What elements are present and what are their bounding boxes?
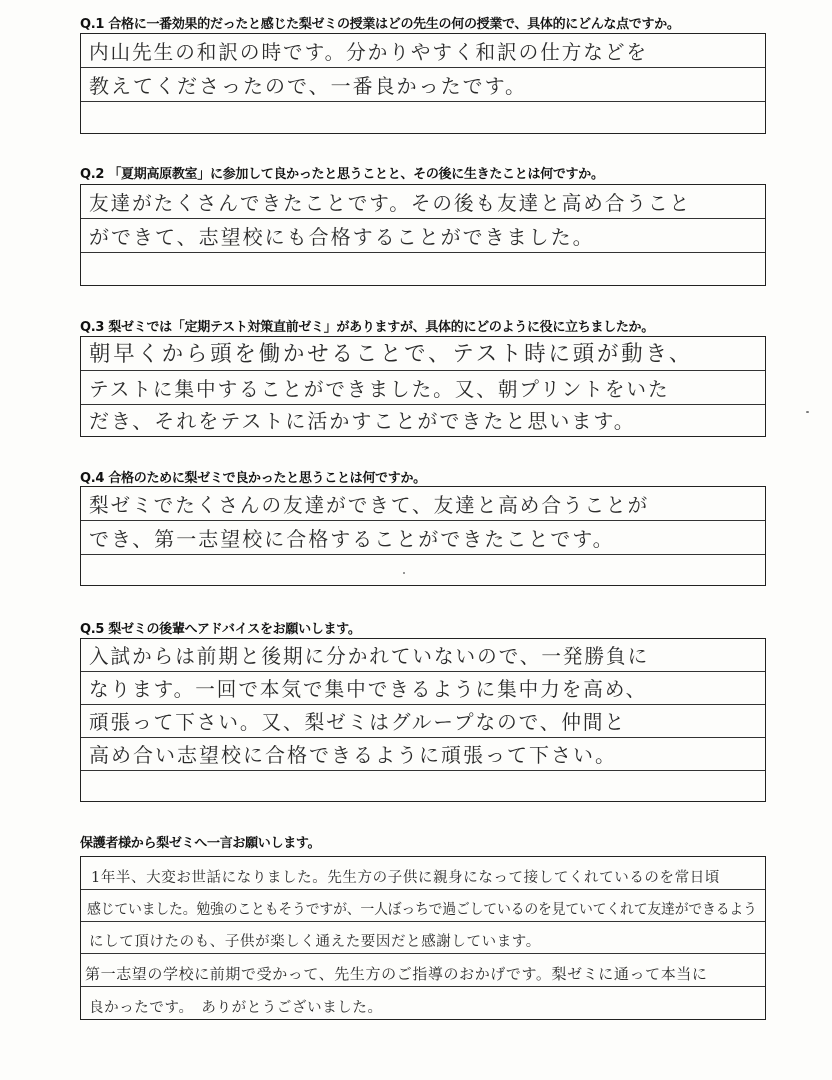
answer-box-4 [80, 486, 766, 586]
answer-line [81, 922, 765, 954]
question-2-label: Q.2 「夏期高原教室」に参加して良かったと思うことと、その後に生きたことは何ですか。 [80, 167, 604, 182]
answer-line [81, 890, 765, 922]
answer-line [81, 705, 765, 738]
question-5-label: Q.5 梨ゼミの後輩へアドバイスをお願いします。 [80, 622, 361, 637]
handwritten-text: だき、それをテストに活かすことができたと思います。 [89, 409, 636, 433]
handwritten-text: なります。一回で本気で集中できるように集中力を高め、 [89, 677, 648, 701]
answer-line [81, 555, 765, 585]
answer-line [81, 253, 765, 285]
handwritten-text: 友達がたくさんできたことです。その後も友達と高め合うこと [89, 191, 692, 215]
parents-comment-label: 保護者様から梨ゼミへ一言お願いします。 [80, 836, 321, 851]
handwritten-text: 良かったです。 ありがとうございました。 [89, 1000, 383, 1016]
answer-line [81, 371, 765, 405]
handwritten-text: でき、第一志望校に合格することができたことです。 [89, 527, 615, 551]
answer-box-3 [80, 336, 766, 437]
handwritten-text: 頑張って下さい。又、梨ゼミはグループなので、仲間と [89, 710, 627, 734]
answer-line [81, 639, 765, 672]
answer-line [81, 219, 765, 253]
question-1-label: Q.1 合格に一番効果的だったと感じた梨ゼミの授業はどの先生の何の授業で、具体的にどんな点ですか。 [80, 17, 680, 32]
answer-line [81, 68, 765, 102]
handwritten-text: にして頂けたのも、子供が楽しく通えた要因だと感謝しています。 [89, 934, 541, 950]
handwritten-text: 朝早くから頭を働かせることで、テスト時に頭が動き、 [89, 342, 694, 367]
handwritten-text: 教えてくださったので、一番良かったです。 [89, 74, 527, 98]
handwritten-text: 内山先生の和訳の時です。分かりやすく和訳の仕方などを [89, 40, 648, 64]
answer-line [81, 987, 765, 1019]
handwritten-text: 感じていました。勉強のこともそうですが、一人ぼっちで過ごしているのを見ていてくれて友達ができるよう [87, 902, 757, 918]
handwritten-text: 1年半、大変お世話になりました。先生方の子供に親身になって接してくれているのを常日頃 [91, 870, 720, 886]
question-3-label: Q.3 梨ゼミでは「定期テスト対策直前ゼミ」がありますが、具体的にどのように役に立ちましたか。 [80, 320, 654, 335]
answer-line [81, 487, 765, 521]
scan-speck [403, 572, 405, 574]
answer-line [81, 771, 765, 801]
handwritten-text: ができて、志望校にも合格することができました。 [89, 225, 595, 249]
answer-line [81, 521, 765, 555]
answer-line [81, 954, 765, 987]
answer-box-2 [80, 184, 766, 286]
handwritten-text: 入試からは前期と後期に分かれていないので、一発勝負に [89, 644, 650, 668]
answer-box-1 [80, 33, 766, 134]
answer-line [81, 405, 765, 436]
question-4-label: Q.4 合格のために梨ゼミで良かったと思うことは何ですか。 [80, 471, 426, 486]
answer-line [81, 672, 765, 705]
answer-line [81, 185, 765, 219]
scan-speck [806, 411, 809, 413]
answer-line [81, 738, 765, 771]
answer-line [81, 857, 765, 890]
answer-line [81, 102, 765, 133]
handwritten-text: 第一志望の学校に前期で受かって、先生方のご指導のおかげです。梨ゼミに通って本当に [85, 965, 708, 983]
answer-box-5 [80, 638, 766, 802]
handwritten-text: テストに集中することができました。又、朝プリントをいた [89, 377, 670, 401]
answer-line [81, 337, 765, 371]
answer-line [81, 34, 765, 68]
parents-comment-box [80, 856, 766, 1020]
handwritten-text: 梨ゼミでたくさんの友達ができて、友達と高め合うことが [89, 493, 650, 517]
handwritten-text: 高め合い志望校に合格できるように頑張って下さい。 [89, 743, 617, 767]
